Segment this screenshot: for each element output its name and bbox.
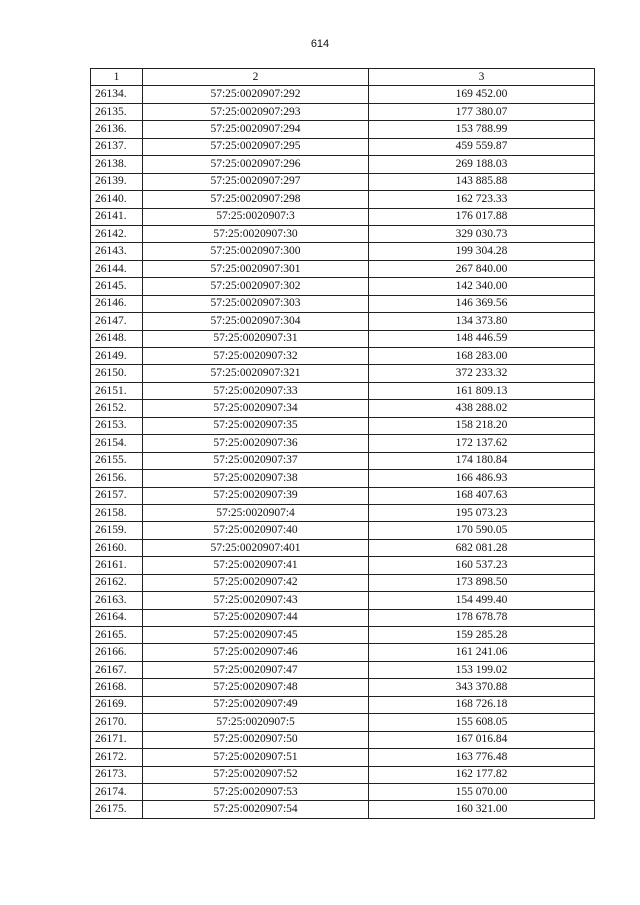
table-row: [91, 679, 595, 696]
cadastral-value-cell: 168 407.63: [369, 487, 595, 504]
row-number-cell: 26149.: [91, 348, 143, 365]
cadastral-number-cell: 57:25:0020907:47: [143, 661, 369, 678]
cadastral-value-cell: 176 017.88: [369, 208, 595, 225]
row-number-cell: 26165.: [91, 627, 143, 644]
table-row: [91, 627, 595, 644]
table-row: [91, 138, 595, 155]
cadastral-number-cell: 57:25:0020907:51: [143, 749, 369, 766]
row-number-cell: 26153.: [91, 417, 143, 434]
cadastral-value-cell: 170 590.05: [369, 522, 595, 539]
cadastral-number-cell: 57:25:0020907:33: [143, 382, 369, 399]
cadastral-number-cell: 57:25:0020907:43: [143, 592, 369, 609]
table-row: [91, 487, 595, 504]
row-number-cell: 26139.: [91, 173, 143, 190]
table-row: [91, 783, 595, 800]
table-row: [91, 103, 595, 120]
row-number-cell: 26156.: [91, 470, 143, 487]
cadastral-value-cell: 178 678.78: [369, 609, 595, 626]
table-row: [91, 557, 595, 574]
row-number-cell: 26159.: [91, 522, 143, 539]
cadastral-number-cell: 57:25:0020907:45: [143, 627, 369, 644]
table-row: [91, 592, 595, 609]
column-header-1: 1: [91, 69, 143, 86]
cadastral-number-cell: 57:25:0020907:298: [143, 191, 369, 208]
cadastral-number-cell: 57:25:0020907:30: [143, 225, 369, 242]
cadastral-value-cell: 173 898.50: [369, 574, 595, 591]
table-row: [91, 801, 595, 818]
row-number-cell: 26170.: [91, 714, 143, 731]
table-row: [91, 382, 595, 399]
cadastral-value-cell: 160 537.23: [369, 557, 595, 574]
row-number-cell: 26150.: [91, 365, 143, 382]
table-row: [91, 644, 595, 661]
table-row: [91, 696, 595, 713]
row-number-cell: 26160.: [91, 539, 143, 556]
cadastral-value-cell: 161 809.13: [369, 382, 595, 399]
row-number-cell: 26138.: [91, 156, 143, 173]
cadastral-number-cell: 57:25:0020907:41: [143, 557, 369, 574]
cadastral-number-cell: 57:25:0020907:292: [143, 86, 369, 103]
cadastral-value-cell: 148 446.59: [369, 330, 595, 347]
row-number-cell: 26154.: [91, 435, 143, 452]
cadastral-number-cell: 57:25:0020907:304: [143, 313, 369, 330]
cadastral-number-cell: 57:25:0020907:32: [143, 348, 369, 365]
table-row: [91, 400, 595, 417]
table-row: [91, 313, 595, 330]
cadastral-value-cell: 153 199.02: [369, 661, 595, 678]
cadastral-number-cell: 57:25:0020907:38: [143, 470, 369, 487]
table-row: [91, 330, 595, 347]
cadastral-value-cell: 160 321.00: [369, 801, 595, 818]
table-row: [91, 452, 595, 469]
cadastral-number-cell: 57:25:0020907:39: [143, 487, 369, 504]
table-row: [91, 348, 595, 365]
cadastral-number-cell: 57:25:0020907:295: [143, 138, 369, 155]
table-row: [91, 191, 595, 208]
cadastral-value-cell: 459 559.87: [369, 138, 595, 155]
table-row: [91, 574, 595, 591]
cadastral-value-cell: 146 369.56: [369, 295, 595, 312]
table-row: [91, 156, 595, 173]
row-number-cell: 26140.: [91, 191, 143, 208]
row-number-cell: 26168.: [91, 679, 143, 696]
row-number-cell: 26173.: [91, 766, 143, 783]
row-number-cell: 26175.: [91, 801, 143, 818]
cadastral-value-cell: 154 499.40: [369, 592, 595, 609]
row-number-cell: 26144.: [91, 260, 143, 277]
cadastral-number-cell: 57:25:0020907:5: [143, 714, 369, 731]
cadastral-value-cell: 158 218.20: [369, 417, 595, 434]
cadastral-number-cell: 57:25:0020907:296: [143, 156, 369, 173]
cadastral-value-cell: 168 726.18: [369, 696, 595, 713]
cadastral-value-cell: 682 081.28: [369, 539, 595, 556]
table-row: [91, 208, 595, 225]
cadastral-value-cell: 134 373.80: [369, 313, 595, 330]
cadastral-value-cell: 267 840.00: [369, 260, 595, 277]
row-number-cell: 26155.: [91, 452, 143, 469]
cadastral-value-cell: 155 070.00: [369, 783, 595, 800]
cadastral-value-table: [90, 68, 595, 819]
cadastral-number-cell: 57:25:0020907:401: [143, 539, 369, 556]
cadastral-number-cell: 57:25:0020907:42: [143, 574, 369, 591]
cadastral-value-cell: 162 177.82: [369, 766, 595, 783]
cadastral-number-cell: 57:25:0020907:3: [143, 208, 369, 225]
cadastral-value-cell: 329 030.73: [369, 225, 595, 242]
table-row: [91, 522, 595, 539]
cadastral-number-cell: 57:25:0020907:50: [143, 731, 369, 748]
cadastral-number-cell: 57:25:0020907:54: [143, 801, 369, 818]
table-row: [91, 435, 595, 452]
cadastral-value-cell: 153 788.99: [369, 121, 595, 138]
table-header-row: [91, 69, 595, 86]
row-number-cell: 26167.: [91, 661, 143, 678]
row-number-cell: 26164.: [91, 609, 143, 626]
row-number-cell: 26135.: [91, 103, 143, 120]
row-number-cell: 26152.: [91, 400, 143, 417]
row-number-cell: 26137.: [91, 138, 143, 155]
row-number-cell: 26158.: [91, 504, 143, 521]
cadastral-value-cell: 343 370.88: [369, 679, 595, 696]
cadastral-number-cell: 57:25:0020907:303: [143, 295, 369, 312]
row-number-cell: 26157.: [91, 487, 143, 504]
row-number-cell: 26143.: [91, 243, 143, 260]
cadastral-value-cell: 172 137.62: [369, 435, 595, 452]
cadastral-value-cell: 174 180.84: [369, 452, 595, 469]
table-row: [91, 749, 595, 766]
cadastral-value-cell: 159 285.28: [369, 627, 595, 644]
cadastral-number-cell: 57:25:0020907:321: [143, 365, 369, 382]
table-row: [91, 766, 595, 783]
row-number-cell: 26145.: [91, 278, 143, 295]
row-number-cell: 26166.: [91, 644, 143, 661]
cadastral-value-cell: 438 288.02: [369, 400, 595, 417]
row-number-cell: 26147.: [91, 313, 143, 330]
cadastral-value-cell: 168 283.00: [369, 348, 595, 365]
cadastral-number-cell: 57:25:0020907:294: [143, 121, 369, 138]
cadastral-value-cell: 163 776.48: [369, 749, 595, 766]
cadastral-number-cell: 57:25:0020907:300: [143, 243, 369, 260]
cadastral-value-cell: 372 233.32: [369, 365, 595, 382]
table-row: [91, 609, 595, 626]
cadastral-number-cell: 57:25:0020907:35: [143, 417, 369, 434]
cadastral-value-cell: 195 073.23: [369, 504, 595, 521]
cadastral-number-cell: 57:25:0020907:52: [143, 766, 369, 783]
table-row: [91, 365, 595, 382]
cadastral-number-cell: 57:25:0020907:36: [143, 435, 369, 452]
cadastral-value-cell: 143 885.88: [369, 173, 595, 190]
table-row: [91, 731, 595, 748]
row-number-cell: 26174.: [91, 783, 143, 800]
table-row: [91, 86, 595, 103]
table-row: [91, 539, 595, 556]
cadastral-number-cell: 57:25:0020907:37: [143, 452, 369, 469]
cadastral-value-cell: 161 241.06: [369, 644, 595, 661]
row-number-cell: 26161.: [91, 557, 143, 574]
table-row: [91, 121, 595, 138]
table-row: [91, 714, 595, 731]
row-number-cell: 26136.: [91, 121, 143, 138]
row-number-cell: 26142.: [91, 225, 143, 242]
cadastral-value-cell: 177 380.07: [369, 103, 595, 120]
cadastral-number-cell: 57:25:0020907:302: [143, 278, 369, 295]
cadastral-number-cell: 57:25:0020907:48: [143, 679, 369, 696]
row-number-cell: 26169.: [91, 696, 143, 713]
cadastral-value-cell: 142 340.00: [369, 278, 595, 295]
row-number-cell: 26163.: [91, 592, 143, 609]
row-number-cell: 26151.: [91, 382, 143, 399]
row-number-cell: 26172.: [91, 749, 143, 766]
cadastral-number-cell: 57:25:0020907:34: [143, 400, 369, 417]
cadastral-number-cell: 57:25:0020907:46: [143, 644, 369, 661]
row-number-cell: 26146.: [91, 295, 143, 312]
cadastral-number-cell: 57:25:0020907:4: [143, 504, 369, 521]
cadastral-number-cell: 57:25:0020907:49: [143, 696, 369, 713]
row-number-cell: 26148.: [91, 330, 143, 347]
cadastral-number-cell: 57:25:0020907:53: [143, 783, 369, 800]
table-row: [91, 470, 595, 487]
cadastral-value-cell: 169 452.00: [369, 86, 595, 103]
table-body: [91, 86, 595, 818]
row-number-cell: 26162.: [91, 574, 143, 591]
table-row: [91, 260, 595, 277]
cadastral-number-cell: 57:25:0020907:297: [143, 173, 369, 190]
table-row: [91, 417, 595, 434]
cadastral-value-cell: 162 723.33: [369, 191, 595, 208]
page-number: 614: [310, 38, 330, 50]
cadastral-value-cell: 167 016.84: [369, 731, 595, 748]
row-number-cell: 26171.: [91, 731, 143, 748]
table-row: [91, 243, 595, 260]
cadastral-number-cell: 57:25:0020907:40: [143, 522, 369, 539]
table-row: [91, 173, 595, 190]
cadastral-number-cell: 57:25:0020907:301: [143, 260, 369, 277]
table-row: [91, 661, 595, 678]
column-header-2: 2: [143, 69, 369, 86]
cadastral-value-cell: 155 608.05: [369, 714, 595, 731]
row-number-cell: 26134.: [91, 86, 143, 103]
cadastral-value-cell: 166 486.93: [369, 470, 595, 487]
column-header-3: 3: [369, 69, 595, 86]
cadastral-value-cell: 269 188.03: [369, 156, 595, 173]
row-number-cell: 26141.: [91, 208, 143, 225]
table-row: [91, 278, 595, 295]
cadastral-number-cell: 57:25:0020907:293: [143, 103, 369, 120]
cadastral-value-cell: 199 304.28: [369, 243, 595, 260]
table-row: [91, 295, 595, 312]
cadastral-number-cell: 57:25:0020907:44: [143, 609, 369, 626]
table-row: [91, 225, 595, 242]
cadastral-number-cell: 57:25:0020907:31: [143, 330, 369, 347]
table-row: [91, 504, 595, 521]
